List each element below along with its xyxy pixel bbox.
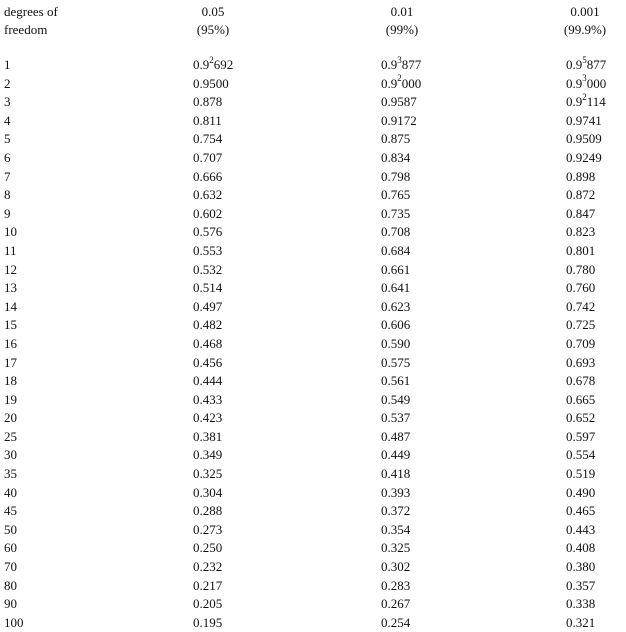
value-p001-cell: 0.519 [566, 466, 596, 482]
value-p05-cell: 0.514 [193, 280, 223, 296]
table-row [0, 484, 626, 503]
df-cell: 15 [4, 317, 17, 333]
df-cell: 100 [4, 614, 24, 630]
value-p05-cell: 0.602 [193, 205, 223, 221]
value-p001-cell: 0.665 [566, 391, 596, 407]
table-row [0, 279, 626, 298]
value-p01-cell: 0.283 [381, 577, 411, 593]
table-row [0, 75, 626, 94]
header-df-line1: degrees of [4, 4, 58, 19]
df-cell: 45 [4, 503, 17, 519]
value-p01-cell: 0.765 [381, 187, 411, 203]
value-p001-cell [566, 75, 606, 94]
value-rest: 000 [586, 75, 607, 91]
value-p01-cell: 0.684 [381, 242, 411, 258]
value-p01-cell: 0.393 [381, 484, 411, 500]
value-p01-cell [381, 56, 421, 75]
value-p05-cell: 0.325 [193, 466, 223, 482]
value-p05-cell: 0.468 [193, 335, 223, 351]
header-p001 [540, 3, 626, 39]
value-p001-cell: 0.357 [566, 577, 596, 593]
value-p05-cell: 0.666 [193, 168, 223, 184]
table-row [0, 391, 626, 410]
table-row [0, 149, 626, 168]
value-p05-cell: 0.444 [193, 373, 223, 389]
df-cell: 4 [4, 112, 11, 128]
value-p05-cell: 0.349 [193, 447, 223, 463]
table-row [0, 409, 626, 428]
value-p05-cell: 0.482 [193, 317, 223, 333]
header-degrees-of-freedom [4, 3, 58, 39]
table-row [0, 614, 626, 632]
df-cell: 8 [4, 187, 11, 203]
df-cell: 60 [4, 540, 17, 556]
value-rest: 000 [401, 75, 422, 91]
value-base: 0.9 [566, 57, 583, 72]
value-p001-cell: 0.709 [566, 335, 596, 351]
value-p001-cell: 0.338 [566, 596, 596, 612]
table-row [0, 298, 626, 317]
value-superscript: 2 [209, 54, 214, 65]
value-rest: 877 [401, 57, 422, 72]
value-p05-cell: 0.217 [193, 577, 223, 593]
df-cell: 13 [4, 280, 17, 296]
value-p001-cell: 0.9741 [566, 112, 602, 128]
value-p001-cell: 0.554 [566, 447, 596, 463]
value-p01-cell: 0.418 [381, 466, 411, 482]
table-row [0, 595, 626, 614]
value-p05-cell: 0.9500 [193, 75, 229, 91]
table-row [0, 372, 626, 391]
value-p01-cell: 0.641 [381, 280, 411, 296]
table-row [0, 558, 626, 577]
value-p05-cell: 0.273 [193, 521, 223, 537]
table-row [0, 261, 626, 280]
table-row [0, 521, 626, 540]
value-rest: 114 [586, 94, 606, 110]
value-p05-cell: 0.576 [193, 224, 223, 240]
df-cell: 16 [4, 335, 17, 351]
table-row [0, 205, 626, 224]
value-p001-cell: 0.693 [566, 354, 596, 370]
value-p05-cell: 0.707 [193, 149, 223, 165]
value-p01-cell: 0.267 [381, 596, 411, 612]
value-p01-cell: 0.575 [381, 354, 411, 370]
value-p001-cell: 0.408 [566, 540, 596, 556]
value-p001-cell: 0.801 [566, 242, 596, 258]
value-p001-cell: 0.678 [566, 373, 596, 389]
table-row [0, 112, 626, 131]
value-p001-cell [566, 56, 606, 75]
df-cell: 90 [4, 596, 17, 612]
df-cell: 20 [4, 410, 17, 426]
value-rest: 877 [586, 57, 607, 72]
table-row [0, 242, 626, 261]
df-cell: 10 [4, 224, 17, 240]
value-p01-cell: 0.798 [381, 168, 411, 184]
df-cell: 7 [4, 168, 11, 184]
df-cell: 1 [4, 57, 11, 72]
df-cell: 2 [4, 75, 11, 91]
df-cell: 11 [4, 242, 17, 258]
table-row [0, 539, 626, 558]
df-cell: 18 [4, 373, 17, 389]
value-p05-cell: 0.304 [193, 484, 223, 500]
df-cell: 17 [4, 354, 17, 370]
value-base: 0.9 [381, 57, 398, 72]
table-row [0, 56, 626, 75]
value-p05-cell: 0.288 [193, 503, 223, 519]
value-p001-cell: 0.652 [566, 410, 596, 426]
value-p001-cell: 0.742 [566, 298, 596, 314]
value-p05-cell: 0.232 [193, 559, 223, 575]
table-row [0, 223, 626, 242]
header-p01 [357, 3, 447, 39]
value-superscript: 5 [582, 54, 587, 65]
header-p05-level: 0.05 [201, 4, 225, 19]
df-cell: 14 [4, 298, 17, 314]
value-p01-cell: 0.561 [381, 373, 411, 389]
value-p01-cell: 0.325 [381, 540, 411, 556]
value-base: 0.9 [381, 75, 398, 91]
value-p05-cell: 0.423 [193, 410, 223, 426]
value-p05-cell: 0.456 [193, 354, 223, 370]
value-superscript: 3 [582, 73, 587, 84]
value-superscript: 2 [397, 73, 402, 84]
value-p01-cell: 0.708 [381, 224, 411, 240]
value-p001-cell: 0.760 [566, 280, 596, 296]
value-base: 0.9 [193, 57, 210, 72]
value-p05-cell: 0.553 [193, 242, 223, 258]
value-p001-cell: 0.597 [566, 428, 596, 444]
header-p01-confidence: (99%) [385, 22, 419, 37]
value-p05-cell: 0.205 [193, 596, 223, 612]
value-p001-cell: 0.321 [566, 614, 596, 630]
value-p001-cell [566, 93, 606, 112]
value-p001-cell: 0.9249 [566, 149, 602, 165]
value-rest: 692 [213, 57, 234, 72]
value-p01-cell [381, 75, 421, 94]
value-base: 0.9 [566, 75, 583, 91]
value-p05-cell: 0.632 [193, 187, 223, 203]
value-p001-cell: 0.490 [566, 484, 596, 500]
table-row [0, 130, 626, 149]
header-df-line2: freedom [4, 22, 48, 37]
value-p001-cell: 0.443 [566, 521, 596, 537]
table-row [0, 577, 626, 596]
value-p05-cell: 0.195 [193, 614, 223, 630]
value-p001-cell: 0.725 [566, 317, 596, 333]
value-p01-cell: 0.623 [381, 298, 411, 314]
value-p01-cell: 0.661 [381, 261, 411, 277]
value-base: 0.9 [566, 94, 583, 110]
value-p001-cell: 0.872 [566, 187, 596, 203]
value-p01-cell: 0.590 [381, 335, 411, 351]
df-cell: 25 [4, 428, 17, 444]
table-body [0, 56, 626, 632]
df-cell: 12 [4, 261, 17, 277]
value-p01-cell: 0.302 [381, 559, 411, 575]
table-row [0, 428, 626, 447]
value-p001-cell: 0.9509 [566, 131, 602, 147]
value-p05-cell: 0.433 [193, 391, 223, 407]
df-cell: 3 [4, 94, 11, 110]
df-cell: 35 [4, 466, 17, 482]
value-p05-cell: 0.878 [193, 94, 223, 110]
value-p05-cell: 0.811 [193, 112, 222, 128]
df-cell: 6 [4, 149, 11, 165]
header-p05 [168, 3, 258, 39]
table-row [0, 93, 626, 112]
value-p01-cell: 0.834 [381, 149, 411, 165]
header-p001-confidence: (99.9%) [563, 22, 607, 37]
df-cell: 70 [4, 559, 17, 575]
header-p01-level: 0.01 [390, 4, 414, 19]
value-p001-cell: 0.898 [566, 168, 596, 184]
value-p05-cell [193, 56, 233, 75]
value-p01-cell: 0.372 [381, 503, 411, 519]
df-cell: 80 [4, 577, 17, 593]
value-p001-cell: 0.380 [566, 559, 596, 575]
table-row [0, 446, 626, 465]
value-p01-cell: 0.606 [381, 317, 411, 333]
value-p01-cell: 0.549 [381, 391, 411, 407]
value-p01-cell: 0.487 [381, 428, 411, 444]
table-row [0, 335, 626, 354]
value-p01-cell: 0.875 [381, 131, 411, 147]
value-p001-cell: 0.780 [566, 261, 596, 277]
value-p01-cell: 0.9587 [381, 94, 417, 110]
table-row [0, 502, 626, 521]
table-row [0, 316, 626, 335]
value-p01-cell: 0.354 [381, 521, 411, 537]
df-cell: 50 [4, 521, 17, 537]
value-p01-cell: 0.449 [381, 447, 411, 463]
value-p001-cell: 0.823 [566, 224, 596, 240]
df-cell: 40 [4, 484, 17, 500]
df-cell: 5 [4, 131, 11, 147]
value-p01-cell: 0.537 [381, 410, 411, 426]
value-p05-cell: 0.381 [193, 428, 223, 444]
df-cell: 30 [4, 447, 17, 463]
value-p05-cell: 0.497 [193, 298, 223, 314]
value-p01-cell: 0.735 [381, 205, 411, 221]
table-row [0, 168, 626, 187]
header-p001-level: 0.001 [570, 4, 600, 19]
value-p01-cell: 0.9172 [381, 112, 417, 128]
df-cell: 9 [4, 205, 11, 221]
table-row [0, 354, 626, 373]
value-p05-cell: 0.754 [193, 131, 223, 147]
table-row [0, 465, 626, 484]
value-p001-cell: 0.847 [566, 205, 596, 221]
value-superscript: 3 [397, 54, 402, 65]
value-superscript: 2 [582, 91, 587, 102]
value-p05-cell: 0.250 [193, 540, 223, 556]
value-p05-cell: 0.532 [193, 261, 223, 277]
header-p05-confidence: (95%) [196, 22, 230, 37]
value-p001-cell: 0.465 [566, 503, 596, 519]
table-row [0, 186, 626, 205]
value-p01-cell: 0.254 [381, 614, 411, 630]
df-cell: 19 [4, 391, 17, 407]
